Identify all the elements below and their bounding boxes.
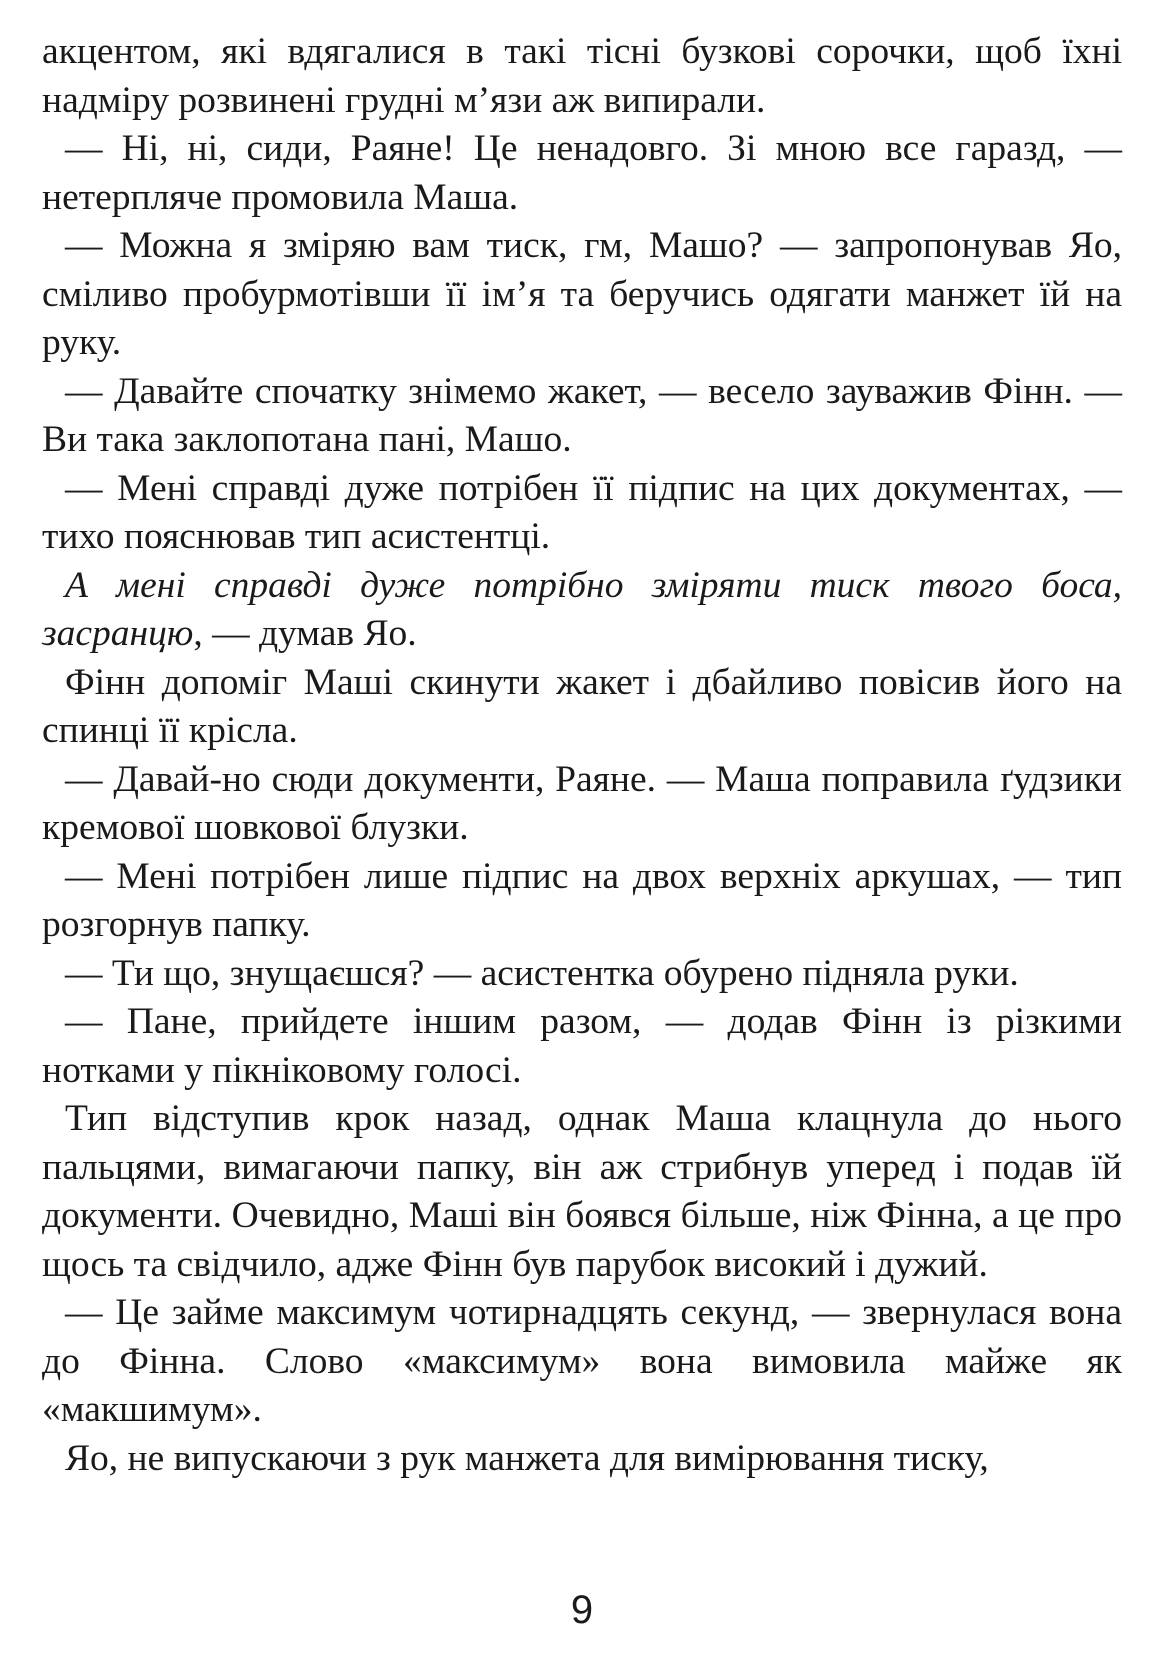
paragraph: — Пане, прийдете іншим разом, — додав Фінн із різкими нотками у пікніковому голосі. [42,1001,1122,1091]
paragraph: Тип відступив крок назад, однак Маша клацнула до нього пальцями, вимагаючи папку, він аж стрибнув уперед і подав їй документи. Очевидно, Маші він боявся більше, ніж Фінна, а це про щось та свідчило, адже Фінн був парубок високий і дужий. [42,1098,1122,1285]
page-number: 9 [570,1588,594,1632]
paragraph: — Мені справді дуже потрібен її підпис на цих документах, — тихо пояснював тип асистентці. [42,467,1122,557]
page-body [42,28,1122,1588]
paragraph: акцентом, які вдягалися в такі тісні бузкові сорочки, щоб їхні надміру розвинені грудні м’язи аж випирали. [42,31,1122,121]
paragraph: — Ти що, знущаєшся? — асистентка обурено підняла руки. [65,952,1019,994]
paragraph: — Мені потрібен лише підпис на двох верхніх аркушах, — тип розгорнув папку. [42,855,1122,945]
paragraph: — Це займе максимум чотирнадцять секунд, — звернулася вона до Фінна. Слово «максимум» вона вимовила майже як «макшимум». [42,1292,1122,1430]
paragraph: Фінн допоміг Маші скинути жакет і дбайливо повісив його на спинці її крісла. [42,661,1122,751]
italic-thought-text: А мені справді дуже потрібно зміряти тиск твого боса, засранцю [42,564,1122,654]
paragraph-italic-thought [42,562,1122,659]
paragraph: — Давай-но сюди документи, Раяне. — Маша поправила ґудзики кремової шовкової блузки. [42,758,1122,848]
paragraph: — Ні, ні, сиди, Раяне! Це ненадовго. Зі мною все гаразд, — нетерпляче промовила Маша. [42,128,1122,218]
paragraph: — Можна я зміряю вам тиск, гм, Машо? — запропонував Яо, сміливо пробурмотівши її ім’я та беручись одягати манжет їй на руку. [42,225,1122,363]
thought-attribution: , — думав Яо. [193,613,417,654]
paragraph: Яо, не випускаючи з рук манжета для вимірювання тиску, [65,1437,989,1479]
paragraph: — Давайте спочатку знімемо жакет, — весело зауважив Фінн. — Ви така заклопотана пані, Машо. [42,370,1122,460]
